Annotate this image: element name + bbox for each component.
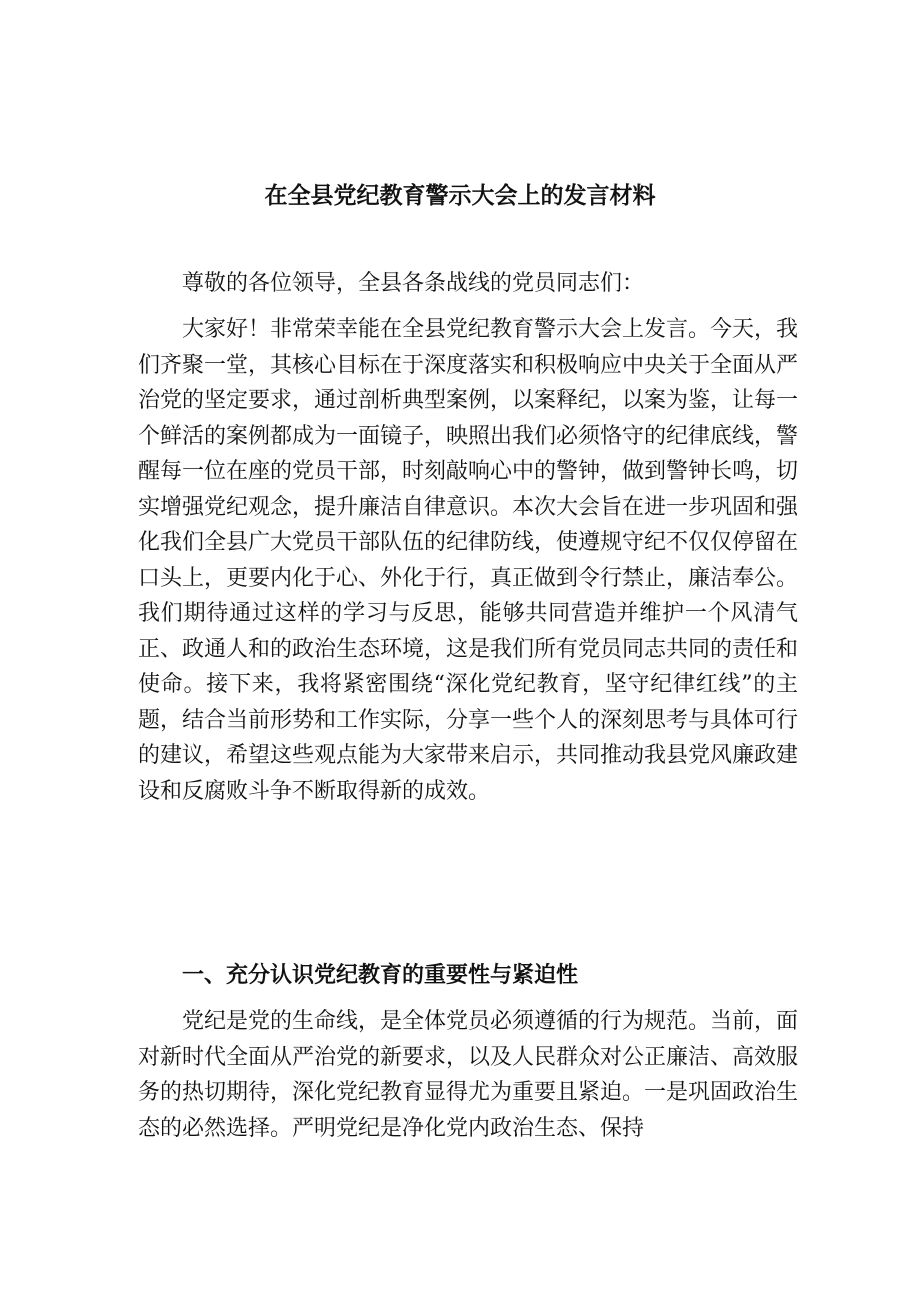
section-1-paragraph: 党纪是党的生命线，是全体党员必须遵循的行为规范。当前，面对新时代全面从严治党的新要求，以及人民群众对公正廉洁、高效服务的热切期待，深化党纪教育显得尤为重要且紧迫。一是巩固政治生态的必然选择。严明党纪是净化党内政治生态、保持 [138, 1009, 798, 1141]
section-1-heading: 一、充分认识党纪教育的重要性与紧迫性 [182, 963, 579, 988]
salutation: 尊敬的各位领导，全县各条战线的党员同志们： [182, 271, 645, 296]
opening-paragraph: 大家好！非常荣幸能在全县党纪教育警示大会上发言。今天，我们齐聚一堂，其核心目标在于深度落实和积极响应中央关于全面从严治党的坚定要求，通过剖析典型案例，以案释纪，以案为鉴，让每一个鲜活的案例都成为一面镜子，映照出我们必须恪守的纪律底线，警醒每一位在座的党员干部，时刻敲响心中的警钟，做到警钟长鸣，切实增强党纪观念，提升廉洁自律意识。本次大会旨在进一步巩固和强化我们全县广大党员干部队伍的纪律防线，使遵规守纪不仅仅停留在口头上，更要内化于心、外化于行，真正做到令行禁止，廉洁奉公。我们期待通过这样的学习与反思，能够共同营造并维护一个风清气正、政通人和的政治生态环境，这是我们所有党员同志共同的责任和使命。接下来，我将紧密围绕“深化党纪教育，坚守纪律红线”的主题，结合当前形势和工作实际，分享一些个人的深刻思考与具体可行的建议，希望这些观点能为大家带来启示，共同推动我县党风廉政建设和反腐败斗争不断取得新的成效。 [138, 317, 799, 804]
document-title: 在全县党纪教育警示大会上的发言材料 [264, 183, 656, 209]
